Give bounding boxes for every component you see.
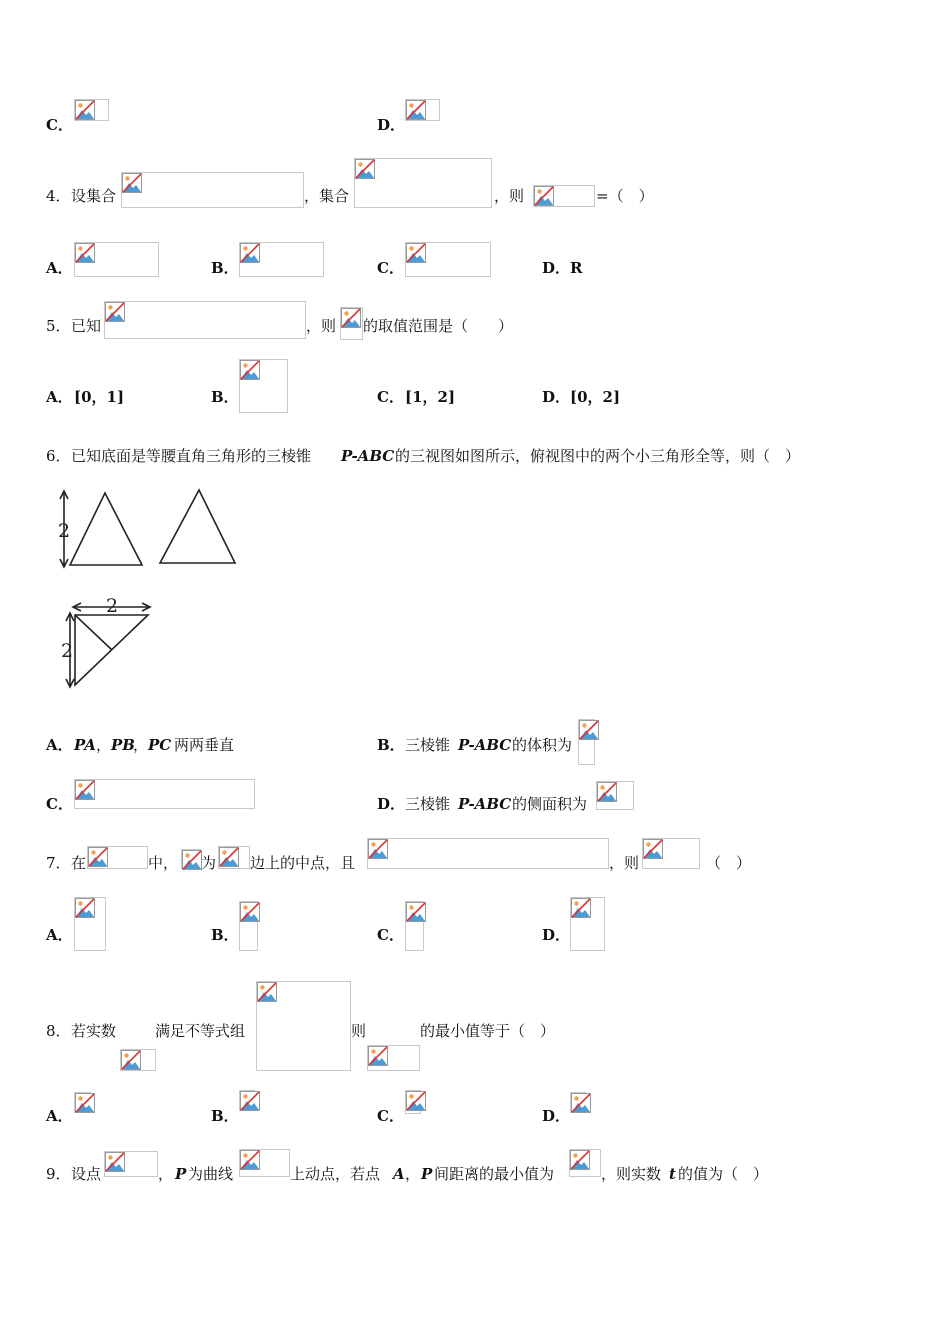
- q3-option-d: D．: [377, 116, 406, 134]
- q6-option-a-text: 两两垂直: [174, 736, 235, 754]
- q9-text-4: 上动点，若点: [290, 1165, 381, 1183]
- q9-point-a-image: [104, 1151, 158, 1177]
- q4-expression-image: [533, 185, 595, 207]
- q4-option-b: B．: [211, 259, 239, 277]
- q6-option-b-image: [578, 719, 595, 765]
- broken-image-icon: [240, 1150, 260, 1170]
- q7-option-d: D．: [542, 926, 571, 944]
- top-height-label: 2: [61, 640, 74, 662]
- broken-image-icon: [570, 1150, 590, 1170]
- broken-image-icon: [355, 159, 375, 179]
- broken-image-icon: [406, 243, 426, 263]
- broken-image-icon: [75, 780, 95, 800]
- q3-option-c: C．: [46, 116, 73, 134]
- q6-pyramid-name: P-ABC: [341, 447, 395, 465]
- q8-objective-image: [367, 1045, 420, 1071]
- q5-text-3: 的取值范围是（ ）: [363, 317, 514, 335]
- q6-option-a-pb: PB: [111, 736, 135, 754]
- broken-image-icon: [240, 243, 260, 263]
- q9-number: 9．: [46, 1165, 71, 1183]
- q8-variables-image: [120, 1049, 156, 1071]
- broken-image-icon: [579, 720, 599, 740]
- q5-option-d: D．: [542, 388, 571, 406]
- q9-curve-image: [239, 1149, 290, 1177]
- q9-text-3: 为曲线: [188, 1165, 234, 1183]
- q6-option-b-text-2: 的体积为: [512, 736, 573, 754]
- q8-number: 8．: [46, 1022, 71, 1040]
- broken-image-icon: [534, 186, 554, 206]
- q6-text-2: 的三视图如图所示，俯视图中的两个小三角形全等，则（ ）: [395, 447, 801, 465]
- q6-option-d-image: [596, 781, 634, 810]
- broken-image-icon: [75, 243, 95, 263]
- q5-text-2: ，则: [306, 317, 337, 335]
- q8-option-d-image: [570, 1092, 586, 1113]
- broken-image-icon: [240, 1091, 260, 1111]
- broken-image-icon: [240, 902, 260, 922]
- broken-image-icon: [368, 839, 388, 859]
- broken-image-icon: [75, 100, 95, 120]
- broken-image-icon: [341, 308, 361, 328]
- broken-image-icon: [105, 1152, 125, 1172]
- q7-triangle-image: [87, 846, 148, 869]
- q4-text-4: =（ ）: [596, 187, 654, 205]
- q6-option-a-pa: PA: [74, 736, 96, 754]
- q7-text-3: 为: [201, 854, 217, 872]
- q5-number: 5．: [46, 317, 71, 335]
- q9-text-1: 设点: [71, 1165, 102, 1183]
- q5-option-a-text: [0，1]: [74, 388, 125, 406]
- broken-image-icon: [571, 898, 591, 918]
- q8-option-b-image: [239, 1090, 255, 1111]
- q7-option-b: B．: [211, 926, 239, 944]
- broken-image-icon: [75, 898, 95, 918]
- q7-text-2: 中，: [148, 854, 179, 872]
- q9-text-2: ，: [158, 1165, 174, 1183]
- side-view-triangle: [160, 490, 235, 563]
- q6-three-view-figure: [50, 485, 250, 695]
- q9-min-distance-image: [569, 1149, 601, 1177]
- broken-image-icon: [368, 1046, 388, 1066]
- q6-option-c-image: [74, 779, 255, 809]
- q7-point-image: [181, 849, 201, 869]
- q6-option-d-text-2: 的侧面积为: [512, 795, 588, 813]
- q8-option-a: A．: [46, 1107, 73, 1125]
- front-height-label: 2: [58, 520, 71, 542]
- q6-option-b-text-1: 三棱锥: [405, 736, 451, 754]
- broken-image-icon: [406, 1091, 426, 1111]
- q9-point-p: P: [175, 1165, 187, 1183]
- broken-image-icon: [597, 782, 617, 802]
- q3-option-d-image: [405, 99, 440, 121]
- q8-option-d: D．: [542, 1107, 571, 1125]
- q8-text-1: 若实数: [71, 1022, 117, 1040]
- q5-condition-image: [104, 301, 306, 339]
- broken-image-icon: [406, 902, 426, 922]
- q9-text-8: 的值为（ ）: [678, 1165, 769, 1183]
- q4-option-c-image: [405, 242, 491, 277]
- q4-number: 4．: [46, 187, 71, 205]
- broken-image-icon: [121, 1050, 141, 1070]
- q4-text-1: 设集合: [71, 187, 117, 205]
- top-width-label: 2: [106, 595, 119, 617]
- q5-option-c-text: [1，2]: [405, 388, 456, 406]
- q7-option-c: C．: [377, 926, 404, 944]
- q5-variable-image: [340, 307, 363, 340]
- q7-side-image: [218, 846, 250, 869]
- q4-set-b-image: [354, 158, 492, 208]
- q4-option-d-text: R: [570, 259, 583, 277]
- broken-image-icon: [88, 847, 108, 867]
- q4-option-a-image: [74, 242, 159, 277]
- q6-option-a-comma-1: ，: [96, 736, 112, 754]
- q4-text-2: ，集合: [304, 187, 350, 205]
- q7-text-5: ，则: [609, 854, 640, 872]
- broken-image-icon: [571, 1093, 591, 1113]
- broken-image-icon: [240, 360, 260, 380]
- q6-option-d-text-1: 三棱锥: [405, 795, 451, 813]
- broken-image-icon: [257, 982, 277, 1002]
- q8-text-4: 的最小值等于（ ）: [420, 1022, 556, 1040]
- q7-option-b-image: [239, 901, 258, 951]
- q9-variable-t: t: [669, 1165, 676, 1183]
- q8-text-2: 满足不等式组: [155, 1022, 246, 1040]
- q7-number: 7．: [46, 854, 71, 872]
- q7-option-a: A．: [46, 926, 73, 944]
- q6-option-a-comma-2: ，: [133, 736, 149, 754]
- q6-option-d-pyramid: P-ABC: [458, 795, 512, 813]
- q7-text-1: 在: [71, 854, 87, 872]
- q6-number: 6．: [46, 447, 71, 465]
- q4-option-c: C．: [377, 259, 404, 277]
- q7-text-4: 边上的中点，且: [250, 854, 356, 872]
- q4-option-b-image: [239, 242, 324, 277]
- q5-option-b: B．: [211, 388, 239, 406]
- q9-text-7: ，则实数: [601, 1165, 662, 1183]
- q7-option-d-image: [570, 897, 605, 951]
- q5-option-d-text: [0，2]: [570, 388, 621, 406]
- q6-option-c: C．: [46, 795, 73, 813]
- front-view-triangle: [70, 493, 142, 565]
- q4-text-3: ，则: [494, 187, 525, 205]
- q4-set-a-image: [121, 172, 304, 208]
- q5-option-c: C．: [377, 388, 404, 406]
- q7-text-6: （ ）: [706, 854, 752, 872]
- q6-option-b-pyramid: P-ABC: [458, 736, 512, 754]
- q8-text-3: 则: [351, 1022, 367, 1040]
- q9-point-p-2: P: [421, 1165, 433, 1183]
- broken-image-icon: [219, 847, 239, 867]
- broken-image-icon: [406, 100, 426, 120]
- q6-text-1: 已知底面是等腰直角三角形的三棱锥: [71, 447, 312, 465]
- broken-image-icon: [182, 850, 202, 870]
- q6-option-d: D．: [377, 795, 406, 813]
- q7-condition-image: [367, 838, 609, 869]
- q8-option-b: B．: [211, 1107, 239, 1125]
- q7-option-a-image: [74, 897, 106, 951]
- q5-text-1: 已知: [71, 317, 102, 335]
- broken-image-icon: [643, 839, 663, 859]
- q6-option-a: A．: [46, 736, 73, 754]
- q6-option-a-pc: PC: [148, 736, 172, 754]
- broken-image-icon: [122, 173, 142, 193]
- q9-text-5: ，: [405, 1165, 421, 1183]
- q8-option-c-image: [405, 1090, 421, 1114]
- q7-option-c-image: [405, 901, 424, 951]
- broken-image-icon: [105, 302, 125, 322]
- q9-text-6: 间距离的最小值为: [434, 1165, 555, 1183]
- q8-option-c: C．: [377, 1107, 404, 1125]
- q7-target-image: [642, 838, 700, 869]
- q5-option-a: A．: [46, 388, 73, 406]
- q8-inequality-system-image: [256, 981, 351, 1071]
- q9-point-a: A: [393, 1165, 405, 1183]
- broken-image-icon: [75, 1093, 95, 1113]
- q6-option-b: B．: [377, 736, 405, 754]
- q8-option-a-image: [74, 1092, 91, 1113]
- q5-option-b-image: [239, 359, 288, 413]
- q3-option-c-image: [74, 99, 109, 121]
- q4-option-d: D．: [542, 259, 571, 277]
- q4-option-a: A．: [46, 259, 73, 277]
